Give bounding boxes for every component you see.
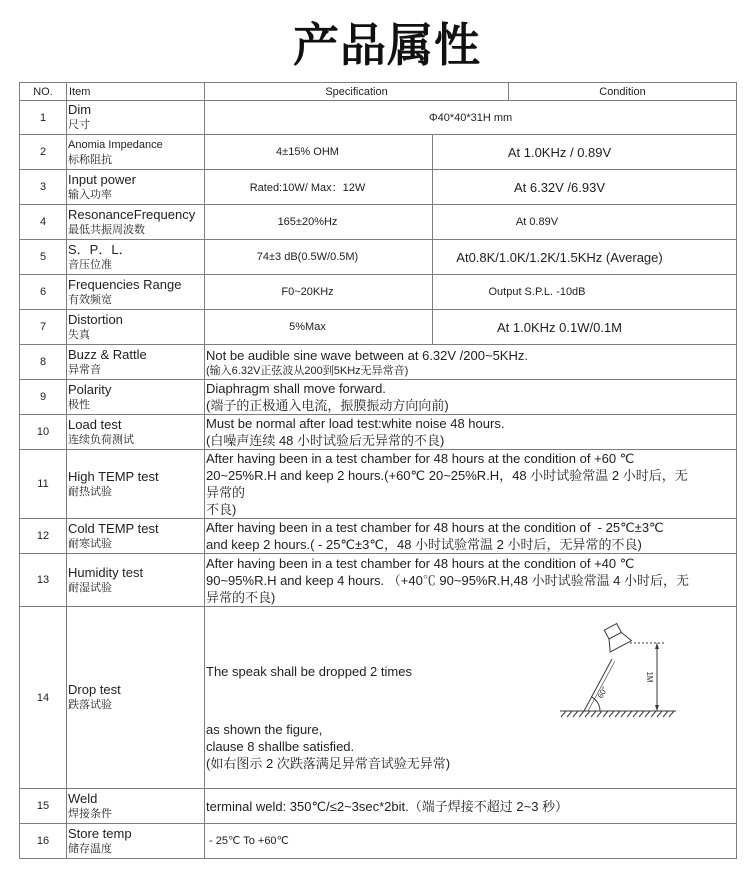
specification-line: 不良) — [206, 502, 237, 517]
item-cell — [67, 275, 205, 310]
row-number: 1 — [20, 101, 67, 135]
header-no: NO. — [20, 83, 67, 101]
specification-line: (端子的正极通入电流，振膜振动方向向前) — [206, 398, 449, 413]
item-name-cn: 失真 — [68, 328, 90, 341]
specification-cell — [205, 345, 737, 380]
condition-cell: At 1.0KHz / 0.89V — [433, 135, 737, 170]
specification-cell — [205, 415, 737, 450]
item-cell — [67, 789, 205, 824]
specification-cell — [205, 824, 737, 859]
table-row — [20, 607, 737, 789]
item-name-cn: 输入功率 — [68, 188, 112, 201]
specification-line: 异常的不良) — [206, 589, 276, 605]
height-label: 1M — [645, 671, 654, 683]
table-row — [20, 345, 737, 380]
item-name-cn: 最低共振周波数 — [68, 223, 145, 236]
item-cell — [67, 135, 205, 170]
specification-cell — [205, 607, 737, 789]
item-name-en: Humidity test — [68, 564, 144, 580]
table-row — [20, 554, 737, 607]
item-cell — [67, 240, 205, 275]
item-name-en: Frequencies Range — [68, 276, 182, 292]
specification-line: as shown the figure, — [206, 722, 323, 737]
item-name-en: ResonanceFrequency — [68, 206, 196, 222]
table-row — [20, 275, 737, 310]
specification-line: After having been in a test chamber for 48 hours at the condition of - 25℃±3℃ — [206, 520, 664, 535]
item-name-en: Store temp — [68, 825, 132, 841]
item-cell — [67, 310, 205, 345]
item-name-cn: 耐热试验 — [68, 485, 112, 498]
specification-line: Must be normal after load test:white noise 48 hours. — [206, 416, 505, 431]
angle-label: 60° — [595, 685, 610, 700]
item-name-cn: 标称阻抗 — [68, 153, 112, 166]
item-cell — [67, 450, 205, 519]
specification-cell — [205, 380, 737, 415]
item-cell — [67, 519, 205, 554]
specification-line: (白噪声连续 48 小时试验后无异常的不良) — [206, 433, 445, 448]
specification-line: Not be audible sine wave between at 6.32V /200~5KHz. — [206, 347, 528, 363]
table-row — [20, 170, 737, 205]
speaker-icon — [600, 621, 632, 652]
item-name-en: Polarity — [68, 381, 112, 397]
condition-cell: At 6.32V /6.93V — [433, 170, 737, 205]
item-cell — [67, 824, 205, 859]
item-cell — [67, 101, 205, 135]
item-name-cn: 连续负荷测试 — [68, 433, 134, 446]
item-name-cn: 音压位准 — [68, 258, 112, 271]
specification-line: clause 8 shallbe satisfied. — [206, 739, 355, 754]
item-name-cn: 极性 — [68, 398, 90, 411]
specification-text-block — [206, 721, 450, 772]
item-cell — [67, 345, 205, 380]
item-name-en: Anomia Impedance — [68, 138, 163, 151]
row-number: 7 — [20, 310, 67, 345]
table-row — [20, 240, 737, 275]
specification-cell — [205, 789, 737, 824]
item-name-en: High TEMP test — [68, 468, 159, 484]
specification-cell: F0~20KHz — [205, 275, 433, 310]
specification-line: The speak shall be dropped 2 times — [206, 664, 412, 679]
specification-line: 90~95%R.H and keep 4 hours. （+40℃ 90~95%R.H,48 小时试验常温 4 小时后，无 — [206, 572, 690, 588]
row-number: 12 — [20, 519, 67, 554]
item-name-cn: 耐湿试验 — [68, 581, 112, 594]
item-name-cn: 异常音 — [68, 363, 101, 376]
page-title: 产品属性 — [293, 19, 481, 71]
row-number: 10 — [20, 415, 67, 450]
specification-cell — [205, 519, 737, 554]
specification-line: 20~25%R.H and keep 2 hours.(+60℃ 20~25%R.H，48 小时试验常温 2 小时后，无 — [206, 468, 688, 483]
row-number: 14 — [20, 607, 67, 789]
condition-cell: At 0.89V — [433, 205, 737, 240]
item-name-cn: 储存温度 — [68, 842, 112, 855]
specification-cell: Φ40*40*31H mm — [205, 101, 737, 135]
drop-test-content — [205, 607, 736, 788]
specification-cell: Rated:10W/ Max：12W — [205, 170, 433, 205]
item-name-cn: 焊接条件 — [68, 807, 112, 820]
header-condition: Condition — [509, 83, 737, 101]
row-number: 4 — [20, 205, 67, 240]
table-row — [20, 205, 737, 240]
drop-test-figure — [558, 619, 678, 723]
table-row — [20, 310, 737, 345]
table-row — [20, 415, 737, 450]
item-name-en: Drop test — [68, 682, 121, 697]
specification-cell: 74±3 dB(0.5W/0.5M) — [205, 240, 433, 275]
item-name-en: Load test — [68, 416, 122, 432]
ground-hatching — [560, 711, 676, 717]
specification-line: After having been in a test chamber for 48 hours at the condition of +40 ℃ — [206, 555, 635, 571]
item-name-cn: 有效频宽 — [68, 293, 112, 306]
item-name-en: Weld — [68, 790, 98, 806]
specification-line: After having been in a test chamber for 48 hours at the condition of +60 ℃ — [206, 451, 635, 466]
condition-cell: At0.8K/1.0K/1.2K/1.5KHz (Average) — [433, 240, 737, 275]
drop-incline — [584, 659, 615, 711]
row-number: 13 — [20, 554, 67, 607]
table-row — [20, 450, 737, 519]
specification-line: (输入6.32V正弦波从200到5KHz无异常音) — [206, 364, 409, 377]
row-number: 11 — [20, 450, 67, 519]
row-number: 2 — [20, 135, 67, 170]
item-name-cn: 尺寸 — [68, 119, 90, 131]
specification-cell: 4±15% OHM — [205, 135, 433, 170]
row-number: 9 — [20, 380, 67, 415]
specification-line: terminal weld: 350℃/≤2~3sec*2bit.（端子焊接不超过 2~3 秒） — [206, 798, 569, 814]
item-name-en: Cold TEMP test — [68, 520, 159, 536]
item-name-en: Buzz & Rattle — [68, 346, 147, 362]
item-cell — [67, 415, 205, 450]
item-name-en: Input power — [68, 171, 136, 187]
header-specification: Specification — [205, 83, 509, 101]
item-cell — [67, 607, 205, 789]
specification-line: - 25℃ To +60℃ — [206, 835, 289, 847]
item-name-en: Distortion — [68, 311, 123, 327]
item-cell — [67, 205, 205, 240]
product-attributes-table — [19, 82, 737, 859]
table-row — [20, 519, 737, 554]
row-number: 16 — [20, 824, 67, 859]
table-row — [20, 789, 737, 824]
specification-cell — [205, 450, 737, 519]
item-cell — [67, 554, 205, 607]
condition-cell: Output S.P.L. -10dB — [433, 275, 737, 310]
item-name-en: Dim — [68, 102, 92, 117]
item-name-cn: 耐寒试验 — [68, 537, 112, 550]
table-row — [20, 135, 737, 170]
row-number: 3 — [20, 170, 67, 205]
header-item: Item — [67, 83, 205, 101]
item-name-cn: 跌落试验 — [68, 699, 112, 711]
item-cell — [67, 380, 205, 415]
specification-cell — [205, 554, 737, 607]
specification-line: and keep 2 hours.( - 25℃±3℃，48 小时试验常温 2 小时后，无异常的不良) — [206, 537, 642, 552]
row-number: 8 — [20, 345, 67, 380]
row-number: 15 — [20, 789, 67, 824]
table-row — [20, 101, 737, 135]
specification-cell: 165±20%Hz — [205, 205, 433, 240]
specification-line: Diaphragm shall move forward. — [206, 381, 386, 396]
table-row — [20, 380, 737, 415]
table-header-row — [20, 83, 737, 101]
specification-line: (如右图示 2 次跌落满足异常音试验无异常) — [206, 756, 451, 771]
specification-cell: 5%Max — [205, 310, 433, 345]
table-row — [20, 824, 737, 859]
condition-cell: At 1.0KHz 0.1W/0.1M — [433, 310, 737, 345]
item-cell — [67, 170, 205, 205]
row-number: 5 — [20, 240, 67, 275]
specification-line: 异常的 — [206, 485, 246, 500]
row-number: 6 — [20, 275, 67, 310]
item-name-en: S．P．L． — [68, 241, 132, 257]
